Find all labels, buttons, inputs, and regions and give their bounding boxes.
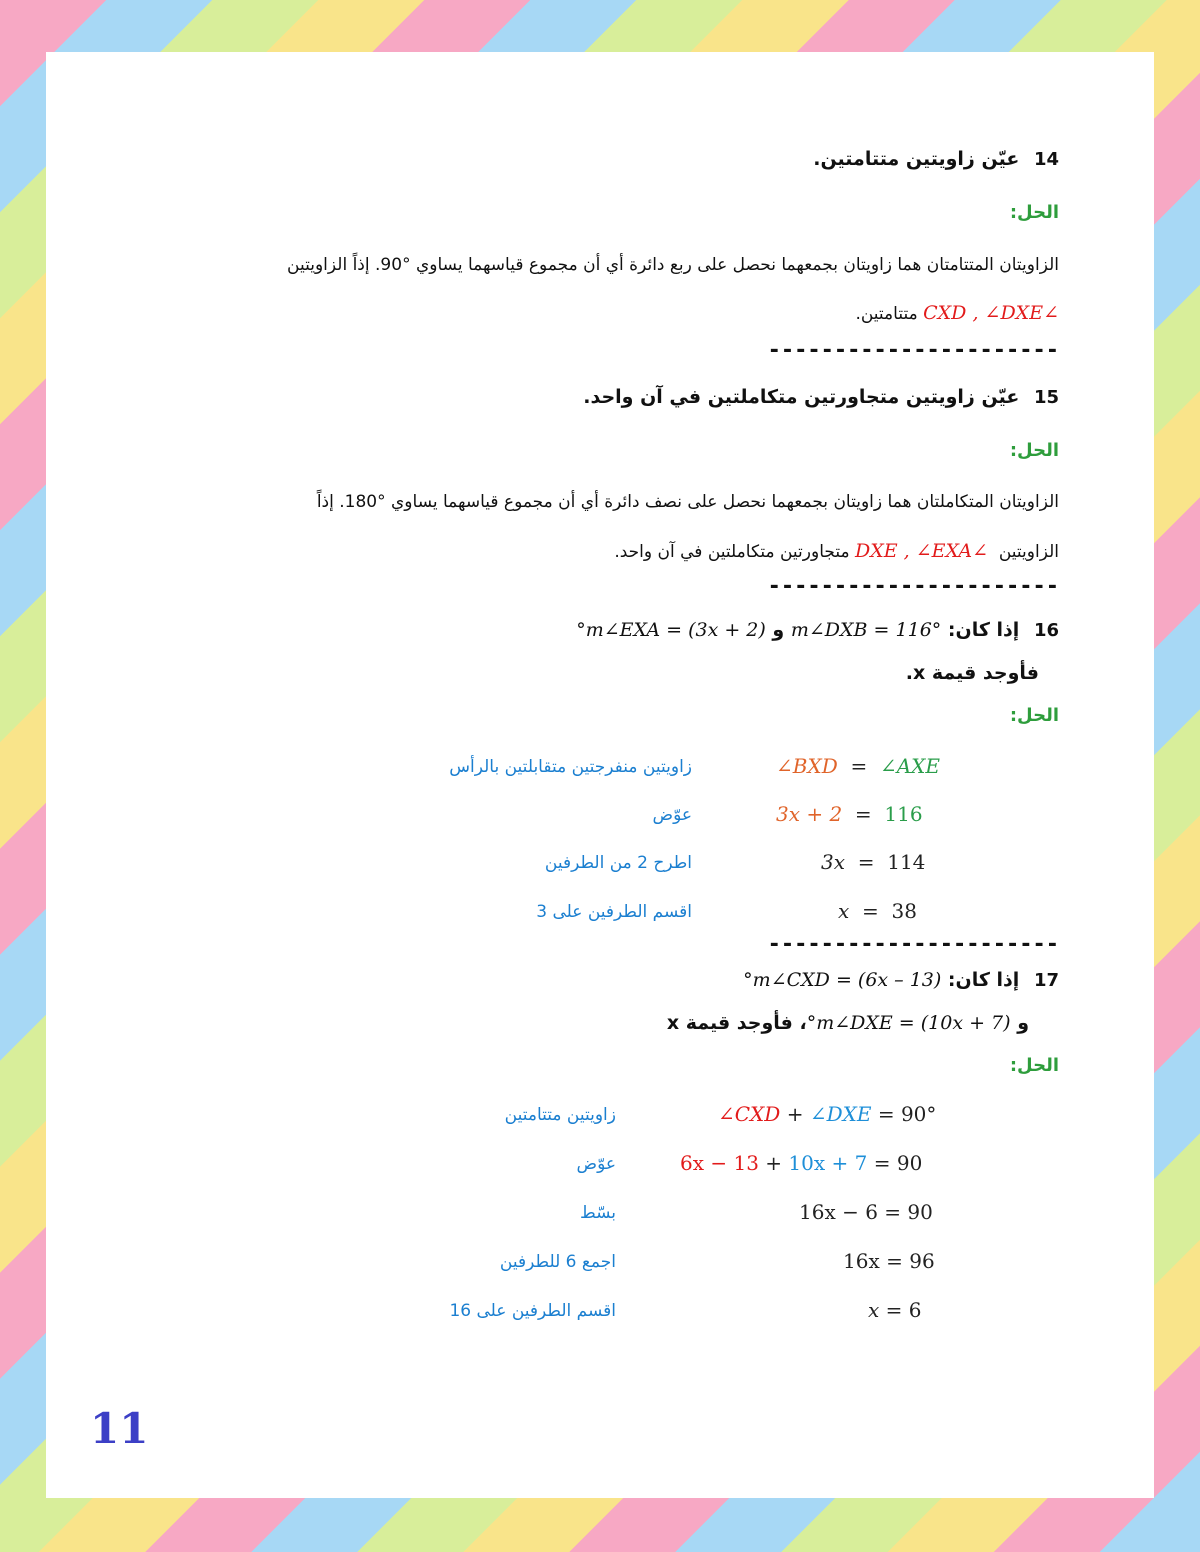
step-note: زاويتين متتامتين <box>504 1105 616 1125</box>
equation-step: x = 38 <box>838 899 917 923</box>
step-note: اقسم الطرفين على 3 <box>536 902 692 922</box>
equation-step: 3x = 114 <box>821 850 926 874</box>
question-15 <box>583 386 1059 408</box>
page-number: 11 <box>90 1404 149 1453</box>
step-note: عوّض <box>652 805 692 825</box>
worksheet-page <box>46 52 1154 1498</box>
solution-text-line2: ∠CXD , ∠DXE متتامتين. <box>855 302 1059 324</box>
question-17: 17 إذا كان: m∠CXD = (6x – 13)° <box>743 969 1059 991</box>
question-text: عيّن زاويتين متجاورتين متكاملتين في آن واحد. <box>583 386 1020 408</box>
step-note: اقسم الطرفين على 16 <box>449 1301 616 1321</box>
separator: ---------------------- <box>767 932 1059 957</box>
question-16: 16 إذا كان: m∠DXB = 116° و m∠EXA = (3x + 2)° <box>576 619 1059 641</box>
equation-step: ∠BXD = ∠AXE <box>776 754 940 778</box>
step-note: زاويتين منفرجتين متقابلتين بالرأس <box>449 757 692 777</box>
step-note: اجمع 6 للطرفين <box>499 1252 616 1272</box>
solution-text-line2: الزاويتين ∠DXE , ∠EXA متجاورتين متكاملتين في آن واحد. <box>614 540 1059 562</box>
question-number: 16 <box>1033 620 1059 641</box>
separator: ---------------------- <box>767 338 1059 363</box>
equation-step: 16x = 96 <box>843 1249 935 1273</box>
question-14 <box>813 148 1059 170</box>
equation-step: x = 6 <box>868 1298 922 1322</box>
question-number: 17 <box>1033 970 1059 991</box>
solution-label: الحل: <box>1009 705 1059 726</box>
question-17-line2: و m∠DXE = (10x + 7)°، فأوجد قيمة x <box>666 1012 1029 1034</box>
angle-pair: ∠CXD , ∠DXE <box>923 302 1059 324</box>
equation-step: 16x − 6 = 90 <box>799 1200 933 1224</box>
solution-label: الحل: <box>1009 1055 1059 1076</box>
step-note: بسّط <box>579 1203 616 1223</box>
equation-step: 6x − 13 + 10x + 7 = 90 <box>680 1151 923 1175</box>
step-note: اطرح 2 من الطرفين <box>544 853 692 873</box>
solution-text: الزاويتان المتكاملتان هما زاويتان بجمعهما نحصل على نصف دائرة أي أن مجموع قياسهما يساوي °180. إذاً <box>316 492 1059 512</box>
question-number: 15 <box>1033 387 1059 408</box>
separator: ---------------------- <box>767 574 1059 599</box>
solution-label: الحل: <box>1009 202 1059 223</box>
angle-pair: ∠DXE , ∠EXA <box>855 540 989 562</box>
solution-label: الحل: <box>1009 440 1059 461</box>
question-text: عيّن زاويتين متتامتين. <box>813 148 1020 170</box>
equation-step: ∠CXD + ∠DXE = 90° <box>718 1102 937 1126</box>
question-number: 14 <box>1033 149 1059 170</box>
step-note: عوّض <box>576 1154 616 1174</box>
question-16-line2: فأوجد قيمة x. <box>905 662 1039 684</box>
equation-step: 3x + 2 = 116 <box>776 802 923 826</box>
solution-text: الزاويتان المتتامتان هما زاويتان بجمعهما نحصل على ربع دائرة أي أن مجموع قياسهما يساوي °90. إذاً الزاويتين <box>287 255 1059 275</box>
